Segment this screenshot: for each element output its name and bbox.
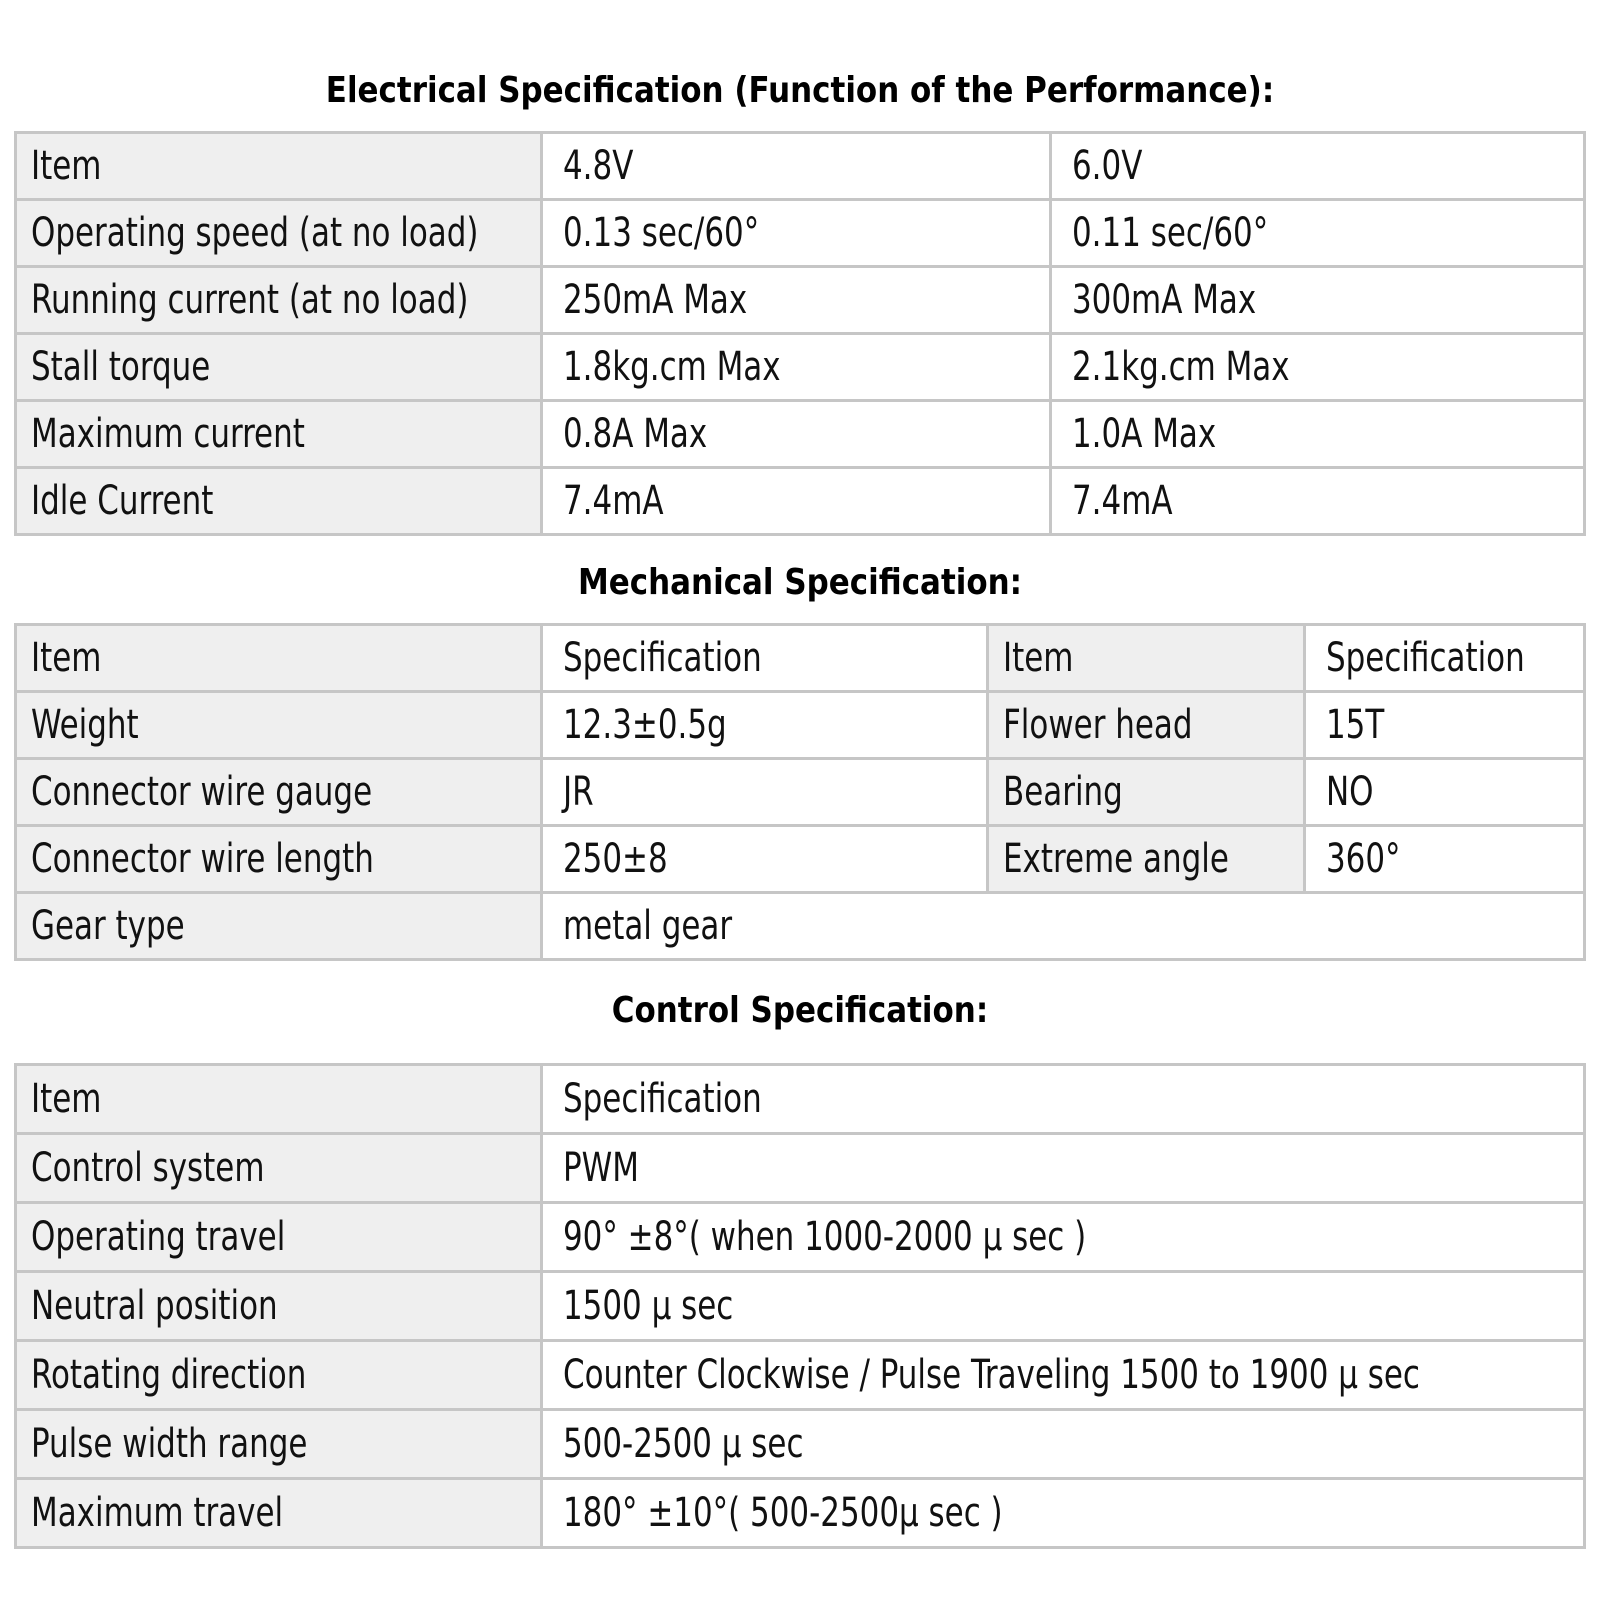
control-spec-title: Control Specification: [611, 990, 989, 1031]
spec-cell [542, 1341, 1585, 1410]
item-cell [16, 267, 542, 334]
header-item-cell [16, 625, 542, 692]
spec-value: metal gear [563, 903, 733, 949]
mechanical-spec-title: Mechanical Specification: [577, 562, 1023, 603]
table-header-row [16, 1065, 1585, 1134]
table-header-row [16, 133, 1585, 200]
item-cell [16, 1203, 542, 1272]
header-item: Item [31, 635, 102, 681]
table-row [16, 826, 1585, 893]
item-label: Maximum travel [31, 1490, 284, 1536]
spec-value: 90° ±8°( when 1000-2000 μ sec ) [563, 1214, 1087, 1260]
item-label: Idle Current [31, 478, 214, 524]
table-row [16, 267, 1585, 334]
table-row [16, 200, 1585, 267]
electrical-spec-title: Electrical Specification (Function of the Performance): [325, 70, 1275, 111]
spec-cell [542, 759, 988, 826]
header-6-0v-cell [1051, 133, 1585, 200]
header-spec-cell [542, 1065, 1585, 1134]
spec-cell [542, 1410, 1585, 1479]
table-row [16, 401, 1585, 468]
header-spec-cell [1305, 625, 1585, 692]
item-cell [16, 1134, 542, 1203]
table-row [16, 468, 1585, 535]
item-label: Pulse width range [31, 1421, 308, 1467]
header-spec-cell [542, 625, 988, 692]
item-label: Weight [31, 702, 139, 748]
spec-cell [542, 1203, 1585, 1272]
spec-cell [542, 826, 988, 893]
item-cell [16, 826, 542, 893]
item-label: Connector wire gauge [31, 769, 373, 815]
item-cell [988, 826, 1305, 893]
value-6-0v-cell [1051, 401, 1585, 468]
spec-cell [1305, 692, 1585, 759]
spec-cell [1305, 826, 1585, 893]
spec-value: 15T [1326, 702, 1385, 748]
item-label: Running current (at no load) [31, 277, 469, 323]
value-4-8v: 1.8kg.cm Max [563, 344, 781, 390]
item-label: Operating speed (at no load) [31, 210, 479, 256]
value-6-0v-cell [1051, 267, 1585, 334]
table-row [16, 1410, 1585, 1479]
mechanical-spec-table [14, 623, 1586, 961]
table-row [16, 692, 1585, 759]
table-row [16, 893, 1585, 960]
spec-cell [542, 1272, 1585, 1341]
spec-value: 250±8 [563, 836, 668, 882]
header-4-8v: 4.8V [563, 143, 634, 189]
header-spec: Specification [1326, 635, 1525, 681]
item-cell [16, 893, 542, 960]
item-label: Control system [31, 1145, 265, 1191]
table-row [16, 1272, 1585, 1341]
value-4-8v-cell [542, 468, 1051, 535]
item-label: Maximum current [31, 411, 305, 457]
value-4-8v-cell [542, 334, 1051, 401]
value-4-8v-cell [542, 401, 1051, 468]
value-6-0v: 2.1kg.cm Max [1072, 344, 1290, 390]
item-cell [16, 1479, 542, 1548]
value-4-8v-cell [542, 200, 1051, 267]
value-4-8v: 250mA Max [563, 277, 748, 323]
item-cell [16, 401, 542, 468]
item-cell [988, 692, 1305, 759]
header-6-0v: 6.0V [1072, 143, 1143, 189]
item-cell [16, 759, 542, 826]
spec-cell [542, 692, 988, 759]
header-spec: Specification [563, 635, 762, 681]
item-label: Extreme angle [1003, 836, 1229, 882]
value-6-0v-cell [1051, 468, 1585, 535]
item-cell [16, 334, 542, 401]
item-cell [16, 1410, 542, 1479]
item-label: Connector wire length [31, 836, 374, 882]
value-4-8v: 0.8A Max [563, 411, 708, 457]
spec-cell [1305, 759, 1585, 826]
spec-value: 500-2500 μ sec [563, 1421, 804, 1467]
spec-value: 180° ±10°( 500-2500μ sec ) [563, 1490, 1003, 1536]
electrical-spec-table [14, 131, 1586, 536]
spec-value: Counter Clockwise / Pulse Traveling 1500 to 1900 μ sec [563, 1352, 1420, 1398]
spec-cell [542, 1479, 1585, 1548]
item-cell [16, 1341, 542, 1410]
header-item-cell [16, 133, 542, 200]
item-label: Rotating direction [31, 1352, 307, 1398]
item-label: Neutral position [31, 1283, 278, 1329]
table-row [16, 1134, 1585, 1203]
table-row [16, 759, 1585, 826]
value-6-0v: 1.0A Max [1072, 411, 1217, 457]
value-6-0v-cell [1051, 200, 1585, 267]
value-4-8v: 0.13 sec/60° [563, 210, 760, 256]
item-label: Operating travel [31, 1214, 286, 1260]
table-row [16, 1203, 1585, 1272]
spec-value: JR [563, 769, 594, 815]
header-item: Item [31, 143, 102, 189]
control-spec-table [14, 1063, 1586, 1549]
item-cell [16, 468, 542, 535]
item-label: Bearing [1003, 769, 1123, 815]
header-item-cell [988, 625, 1305, 692]
spec-cell [542, 1134, 1585, 1203]
value-6-0v-cell [1051, 334, 1585, 401]
spec-value: PWM [563, 1145, 639, 1191]
item-cell [16, 200, 542, 267]
item-cell [988, 759, 1305, 826]
table-row [16, 334, 1585, 401]
value-6-0v: 0.11 sec/60° [1072, 210, 1269, 256]
header-spec: Specification [563, 1076, 762, 1122]
value-4-8v-cell [542, 267, 1051, 334]
spec-value: 1500 μ sec [563, 1283, 734, 1329]
value-6-0v: 300mA Max [1072, 277, 1257, 323]
table-row [16, 1341, 1585, 1410]
spec-cell [542, 893, 1585, 960]
spec-value: NO [1326, 769, 1374, 815]
item-cell [16, 1272, 542, 1341]
header-item: Item [1003, 635, 1074, 681]
header-item: Item [31, 1076, 102, 1122]
value-4-8v: 7.4mA [563, 478, 664, 524]
value-6-0v: 7.4mA [1072, 478, 1173, 524]
item-label: Flower head [1003, 702, 1193, 748]
header-4-8v-cell [542, 133, 1051, 200]
item-label: Stall torque [31, 344, 211, 390]
spec-value: 12.3±0.5g [563, 702, 727, 748]
header-item-cell [16, 1065, 542, 1134]
table-header-row [16, 625, 1585, 692]
table-row [16, 1479, 1585, 1548]
item-label: Gear type [31, 903, 185, 949]
item-cell [16, 692, 542, 759]
spec-value: 360° [1326, 836, 1401, 882]
